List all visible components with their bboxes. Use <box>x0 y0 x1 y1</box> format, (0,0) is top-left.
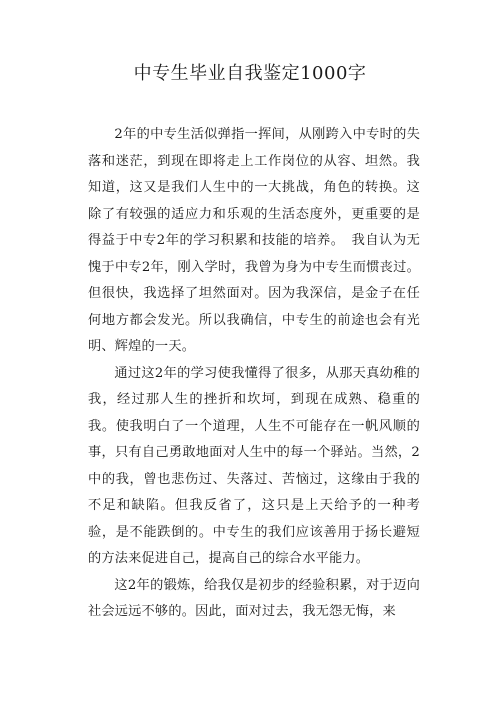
paragraph-1: 2年的中专生活似弹指一挥间，从刚跨入中专时的失落和迷茫，到现在即将走上工作岗位的从容、坦然。我知道，这又是我们人生中的一大挑战，角色的转换。这除了有较强的适应力和乐观的生活态度外，更重要的是得益于中专2年的学习积累和技能的培养。 我自认为无愧于中专2年，刚入学时，我曾为身为中专生而惯丧过。但很快，我选择了坦然面对。因为我深信，是金子在任何地方都会发光。所以我确信，中专生的前途也会有光明、辉煌的一天。 <box>88 127 420 354</box>
paragraph-3: 这2年的锻炼，给我仅是初步的经验积累，对于迈向社会远远不够的。因此，面对过去，我无怨无悔，来 <box>88 577 420 619</box>
document-title: 中专生毕业自我鉴定1000字 <box>133 63 367 84</box>
document-body <box>88 122 420 626</box>
paragraph-2: 通过这2年的学习使我懂得了很多，从那天真幼稚的我，经过那人生的挫折和坎坷，到现在成熟、稳重的我。使我明白了一个道理，人生不可能存在一帆风顺的事，只有自己勇敢地面对人生中的每一个驿站。当然，2中的我，曾也悲伤过、失落过、苦恼过，这缘由于我的不足和缺陷。但我反省了，这只是上天给予的一种考验，是不能跌倒的。中专生的我们应该善用于扬长避短的方法来促进自己，提高自己的综合水平能力。 <box>88 365 420 566</box>
